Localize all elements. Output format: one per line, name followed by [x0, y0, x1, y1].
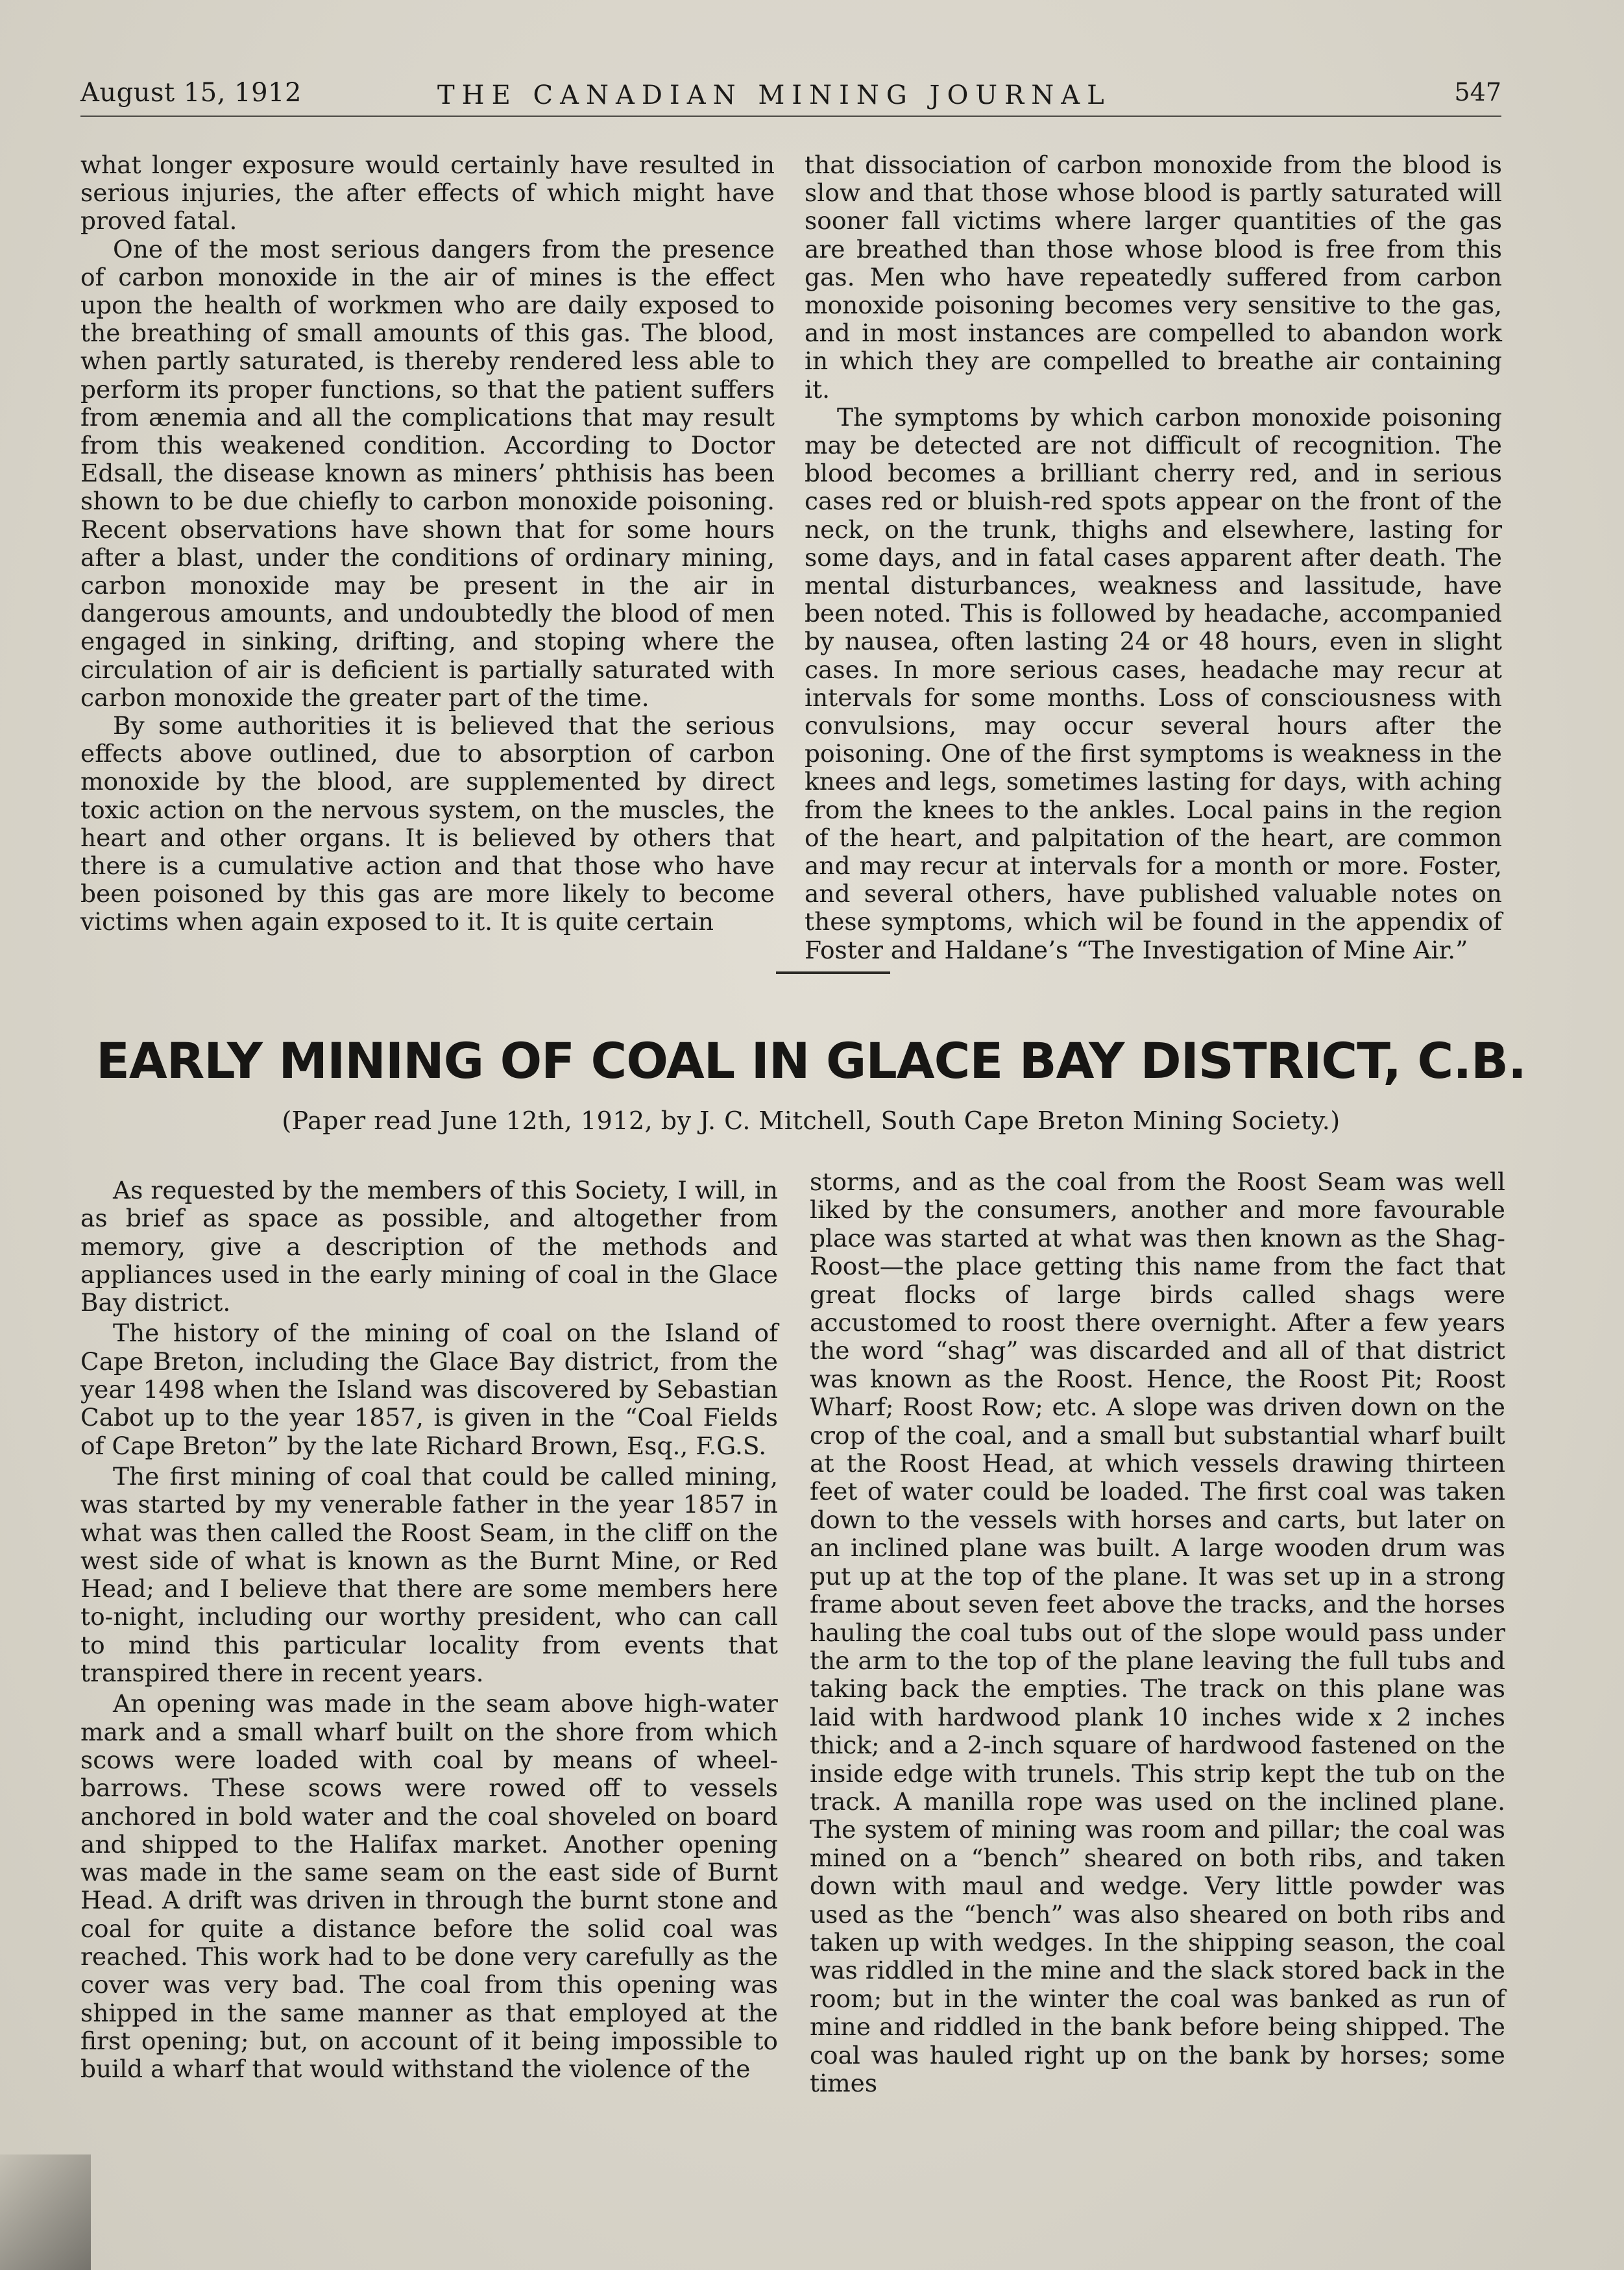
- page-number: 547: [1454, 78, 1501, 106]
- scan-shadow: [0, 2154, 91, 2270]
- paragraph: that dissociation of carbon monoxide from the blood is slow and that those whose blood is partly saturated will sooner fall victims where larger quantities of the gas are breathed than those whose blood is free from this gas. Men who have repeatedly suffered from carbon monoxide poisoning becomes very sensitive to the gas, and in most instances are compelled to abandon work in which they are compelled to breathe air containing it.: [805, 151, 1502, 404]
- paragraph: storms, and as the coal from the Roost Seam was well liked by the consumers, another and more favourable place was started at what was then known as the Shag-Roost—the place getting this name from the fact that great flocks of large birds called shags were accustomed to roost there overnight. After a few years the word “shag” was discarded and all of that district was known as the Roost. Hence, the Roost Pit; Roost Wharf; Roost Row; etc. A slope was driven down on the crop of the coal, and a small but substantial wharf built at the Roost Head, at which vessels drawing thirteen feet of water could be loaded. The first coal was taken down to the vessels with horses and carts, but later on an inclined plane was built. A large wooden drum was put up at the top of the plane. It was set up in a strong frame about seven feet above the tracks, and the horses hauling the coal tubs out of the slope would pass under the arm to the top of the plane leaving the full tubs and taking back the empties. The track on this plane was laid with hardwood plank 10 inches wide x 2 inches thick; and a 2-inch square of hardwood fastened on the inside edge with trunels. This strip kept the tub on the track. A manilla rope was used on the inclined plane. The system of mining was room and pillar; the coal was mined on a “bench” sheared on both ribs, and taken down with maul and wedge. Very little powder was used as the “bench” was also sheared on both ribs and taken up with wedges. In the shipping season, the coal was riddled in the mine and the slack stored back in the room; but in the winter the coal was banked as run of mine and riddled in the bank before being shipped. The coal was hauled right up on the bank by horses; some times: [810, 1167, 1505, 2097]
- column-bottom-right: [810, 1168, 1505, 2097]
- article-title: EARLY MINING OF COAL IN GLACE BAY DISTRICT, C.B.: [96, 1032, 1526, 1090]
- paragraph: The symptoms by which carbon monoxide poisoning may be detected are not difficult of recognition. The blood becomes a brilliant cherry red, and in serious cases red or bluish-red spots appear on the front of the neck, on the trunk, thighs and elsewhere, lasting for some days, and in fatal cases apparent after death. The mental disturbances, weakness and lassitude, have been noted. This is followed by headache, accompanied by nausea, often lasting 24 or 48 hours, even in slight cases. In more serious cases, headache may recur at intervals for some months. Loss of consciousness with convulsions, may occur several hours after the poisoning. One of the first symptoms is weakness in the knees and legs, sometimes lasting for days, with aching from the knees to the ankles. Local pains in the region of the heart, and palpitation of the heart, are common and may recur at intervals for a month or more. Foster, and several others, have published valuable notes on these symptoms, which wil be found in the appendix of Foster and Haldane’s “The Investigation of Mine Air.”: [805, 402, 1502, 964]
- column-top-left: [80, 151, 775, 936]
- paragraph: An opening was made in the seam above high-water mark and a small wharf built on the shore from which scows were loaded with coal by means of wheel-barrows. These scows were rowed off to vessels anchored in bold water and the coal shoveled on board and shipped to the Halifax market. Another opening was made in the same seam on the east side of Burnt Head. A drift was driven in through the burnt stone and coal for quite a distance before the solid coal was reached. This work had to be done very carefully as the cover was very bad. The coal from this opening was shipped in the same manner as that employed at the first opening; but, on account of it being impossible to build a wharf that would withstand the violence of the: [80, 1689, 778, 2084]
- article-byline: (Paper read June 12th, 1912, by J. C. Mitchell, South Cape Breton Mining Society.): [282, 1106, 1340, 1135]
- paragraph: One of the most serious dangers from the presence of carbon monoxide in the air of mines is the effect upon the health of workmen who are daily exposed to the breathing of small amounts of this gas. The blood, when partly saturated, is thereby rendered less able to perform its proper functions, so that the patient suffers from ænemia and all the complications that may result from this weakened condition. According to Doctor Edsall, the disease known as miners’ phthisis has been shown to be due chiefly to carbon monoxide poisoning. Recent observations have shown that for some hours after a blast, under the conditions of ordinary mining, carbon monoxide may be present in the air in dangerous amounts, and undoubtedly the blood of men engaged in sinking, drifting, and stoping where the circulation of air is deficient is partially saturated with carbon monoxide the greater part of the time.: [80, 234, 775, 712]
- header-rule: [80, 116, 1501, 117]
- section-divider: [776, 971, 890, 974]
- paragraph: The history of the mining of coal on the Island of Cape Breton, including the Glace Bay district, from the year 1498 when the Island was discovered by Sebastian Cabot up to the year 1857, is given in the “Coal Fields of Cape Breton” by the late Richard Brown, Esq., F.G.S.: [80, 1319, 778, 1460]
- running-head: [80, 78, 1501, 117]
- issue-date: August 15, 1912: [80, 78, 302, 108]
- column-top-right: [805, 151, 1502, 964]
- column-bottom-left: [80, 1177, 778, 2084]
- paragraph: The first mining of coal that could be called mining, was started by my venerable father in the year 1857 in what was then called the Roost Seam, in the cliff on the west side of what is known as the Burnt Mine, or Red Head; and I believe that there are some members here to-night, including our worthy president, who can call to mind this particular locality from events that transpired there in recent years.: [80, 1461, 778, 1688]
- journal-title: THE CANADIAN MINING JOURNAL: [437, 80, 1111, 110]
- paragraph: As requested by the members of this Society, I will, in as brief as space as possible, and altogether from memory, give a description of the methods and appliances used in the early mining of coal in the Glace Bay district.: [80, 1176, 778, 1317]
- paragraph: By some authorities it is believed that the serious effects above outlined, due to absorption of carbon monoxide by the blood, are supplemented by direct toxic action on the nervous system, on the muscles, the heart and other organs. It is believed by others that there is a cumulative action and that those who have been poisoned by this gas are more likely to become victims when again exposed to it. It is quite certain: [80, 711, 775, 936]
- paragraph: what longer exposure would certainly have resulted in serious injuries, the after effects of which might have proved fatal.: [80, 151, 775, 236]
